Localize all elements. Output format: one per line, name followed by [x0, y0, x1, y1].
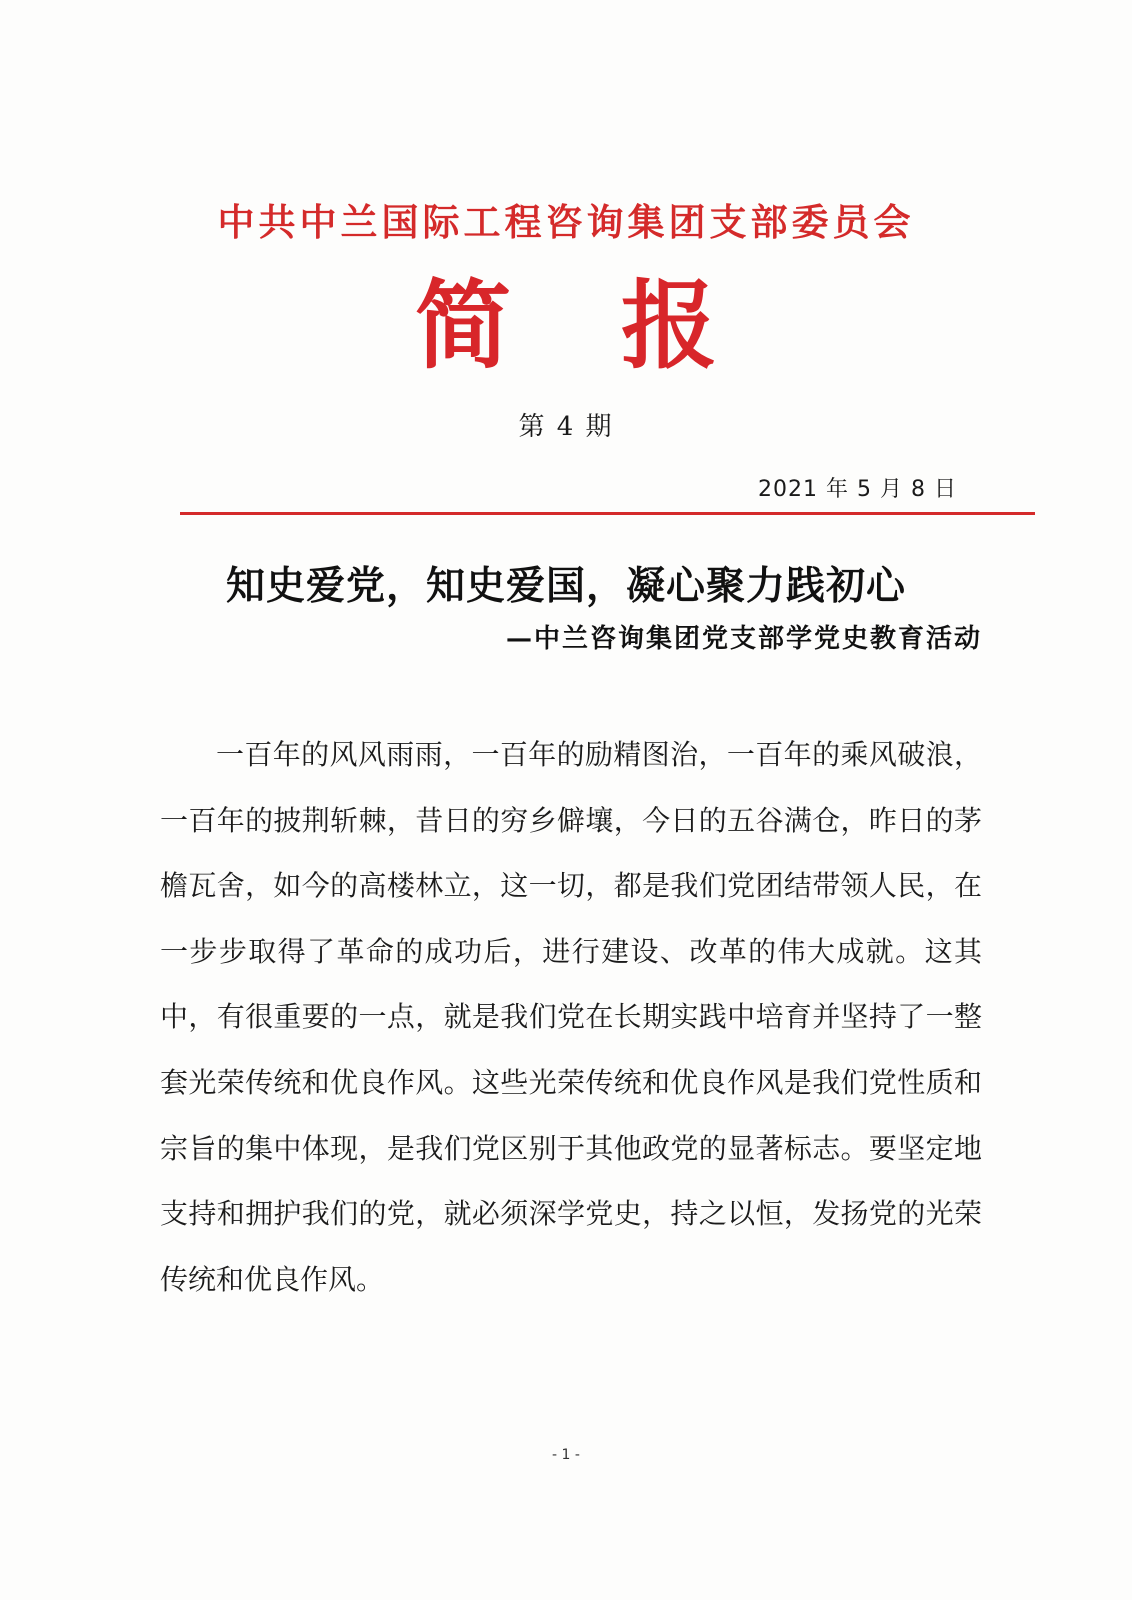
masthead-title: 简报 [415, 269, 827, 382]
page-number: - 1 - [552, 1447, 580, 1463]
article-headline: 知史爱党，知史爱国，凝心聚力践初心 [225, 563, 906, 609]
publication-date: 2021 年 5 月 8 日 [758, 477, 957, 502]
organization-name: 中共中兰国际工程咨询集团支部委员会 [217, 201, 915, 244]
article-paragraph: 一百年的风风雨雨，一百年的励精图治，一百年的乘风破浪，一百年的披荆斩棘，昔日的穷乡僻壤，今日的五谷满仓，昨日的茅檐瓦舍，如今的高楼林立，这一切，都是我们党团结带领人民，在一步步取得了革命的成功后，进行建设、改革的伟大成就。这其中，有很重要的一点，就是我们党在长期实践中培育并坚持了一整套光荣传统和优良作风。这些光荣传统和优良作风是我们党性质和宗旨的集中体现，是我们党区别于其他政党的显著标志。要坚定地支持和拥护我们的党，就必须深学党史，持之以恒，发扬党的光荣传统和优良作风。 [160, 738, 982, 1296]
issue-number: 第 4 期 [518, 412, 614, 442]
article-subheadline: —中兰咨询集团党支部学党史教育活动 [505, 624, 982, 654]
masthead-divider [180, 512, 1035, 515]
